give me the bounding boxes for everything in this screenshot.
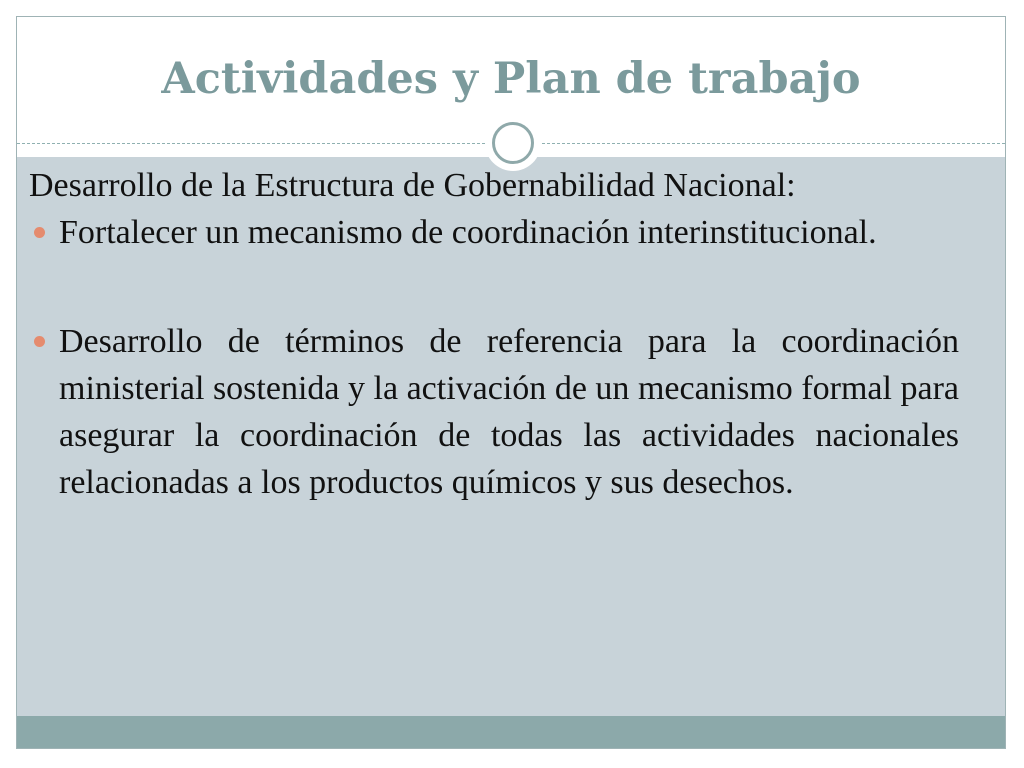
bullet-item-2 xyxy=(29,318,959,506)
bullet-text-2: Desarrollo de términos de referencia para la coordinación ministerial sostenida y la activación de un mecanismo formal para asegurar la coordinación de todas las actividades nacionales relacionadas a los productos químicos y sus desechos. xyxy=(59,323,959,501)
slide-title: Actividades y Plan de trabajo xyxy=(161,54,861,104)
bullet-text-1: Fortalecer un mecanismo de coordinación interinstitucional. xyxy=(59,214,877,251)
bullet-item-1 xyxy=(29,209,959,256)
footer-bar xyxy=(17,716,1005,749)
bullet-dot-icon xyxy=(34,227,45,238)
slide-body xyxy=(29,162,959,506)
bullet-dot-icon xyxy=(34,336,45,347)
intro-paragraph: Desarrollo de la Estructura de Gobernabilidad Nacional: xyxy=(29,167,796,204)
ornament-ring xyxy=(492,122,534,164)
